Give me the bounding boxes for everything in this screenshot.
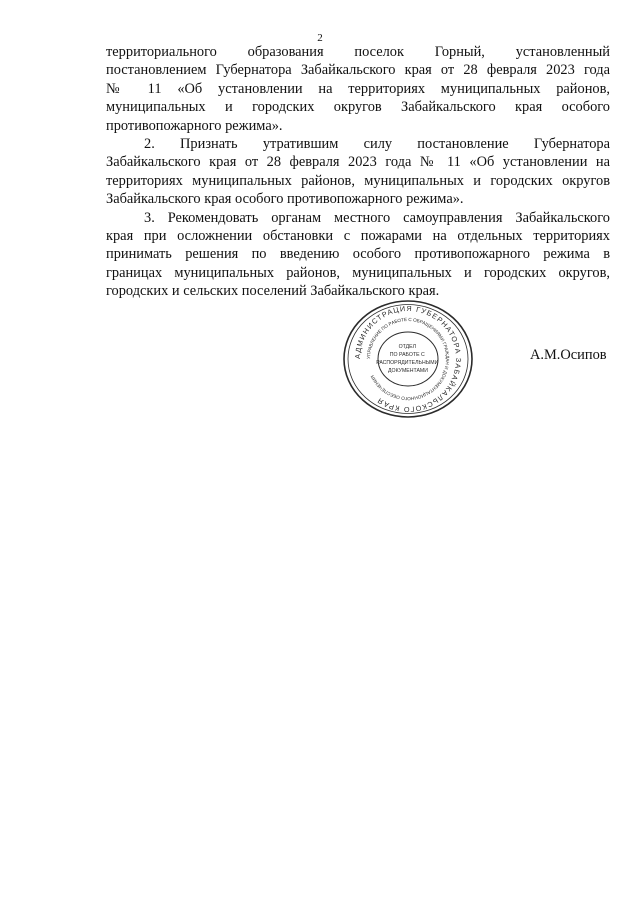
stamp-inner-text: УПРАВЛЕНИЕ ПО РАБОТЕ С ОБРАЩЕНИЯМИ ГРАЖДАН И ДОКУМЕНТАЦИОННОГО ОБЕСПЕЧЕНИЯ (365, 316, 451, 402)
body-line: Забайкальского края от 28 февраля 2023 года № 11 «Об установлении на (106, 154, 610, 171)
body-line: противопожарного режима». (106, 117, 283, 134)
body-line: муниципальных и городских округов Забайкальского края особого (106, 99, 610, 116)
stamp-outer-text: АДМИНИСТРАЦИЯ ГУБЕРНАТОРА ЗАБАЙКАЛЬСКОГО КРАЯ (352, 303, 464, 415)
stamp-seal (340, 298, 476, 420)
body-line: № 11 «Об установлении на территориях муниципальных районов, (106, 80, 610, 97)
stamp-center-line: РАСПОРЯДИТЕЛЬНЫМИ (376, 360, 439, 366)
body-line: постановлением Губернатора Забайкальского края от 28 февраля 2023 года (106, 62, 610, 79)
official-stamp (340, 298, 476, 420)
body-line: территориального образования поселок Горный, установленный (106, 44, 610, 60)
body-line: границах муниципальных районов, муниципальных и городских округов, (106, 264, 610, 281)
body-line: территориях муниципальных районов, муниципальных и городских округов (106, 172, 610, 189)
stamp-center-line: ПО РАБОТЕ С (389, 352, 425, 358)
stamp-center-line: ОТДЕЛ (398, 344, 416, 350)
body-line: края при осложнении обстановки с пожарами на отдельных территориях (106, 228, 610, 245)
svg-text:ОТДЕЛ ПО РАБОТЕ С (376, 344, 440, 374)
page-number: 2 (317, 32, 323, 44)
body-line: Забайкальского края особого противопожарного режима». (106, 191, 464, 208)
body-line: принимать решения по введению особого противопожарного режима в (106, 246, 610, 263)
svg-text:УПРАВЛЕНИЕ ПО РАБОТЕ С ОБРАЩЕН (366, 317, 450, 401)
body-line: городских и сельских поселений Забайкальского края. (106, 283, 440, 300)
body-line: 3. Рекомендовать органам местного самоуправления Забайкальского (144, 209, 610, 226)
signatory-name: А.М.Осипов (530, 347, 607, 363)
document-body (106, 43, 610, 301)
body-line: 2. Признать утратившим силу постановление Губернатора (144, 136, 610, 153)
stamp-center-line: ДОКУМЕНТАМИ (388, 368, 428, 374)
